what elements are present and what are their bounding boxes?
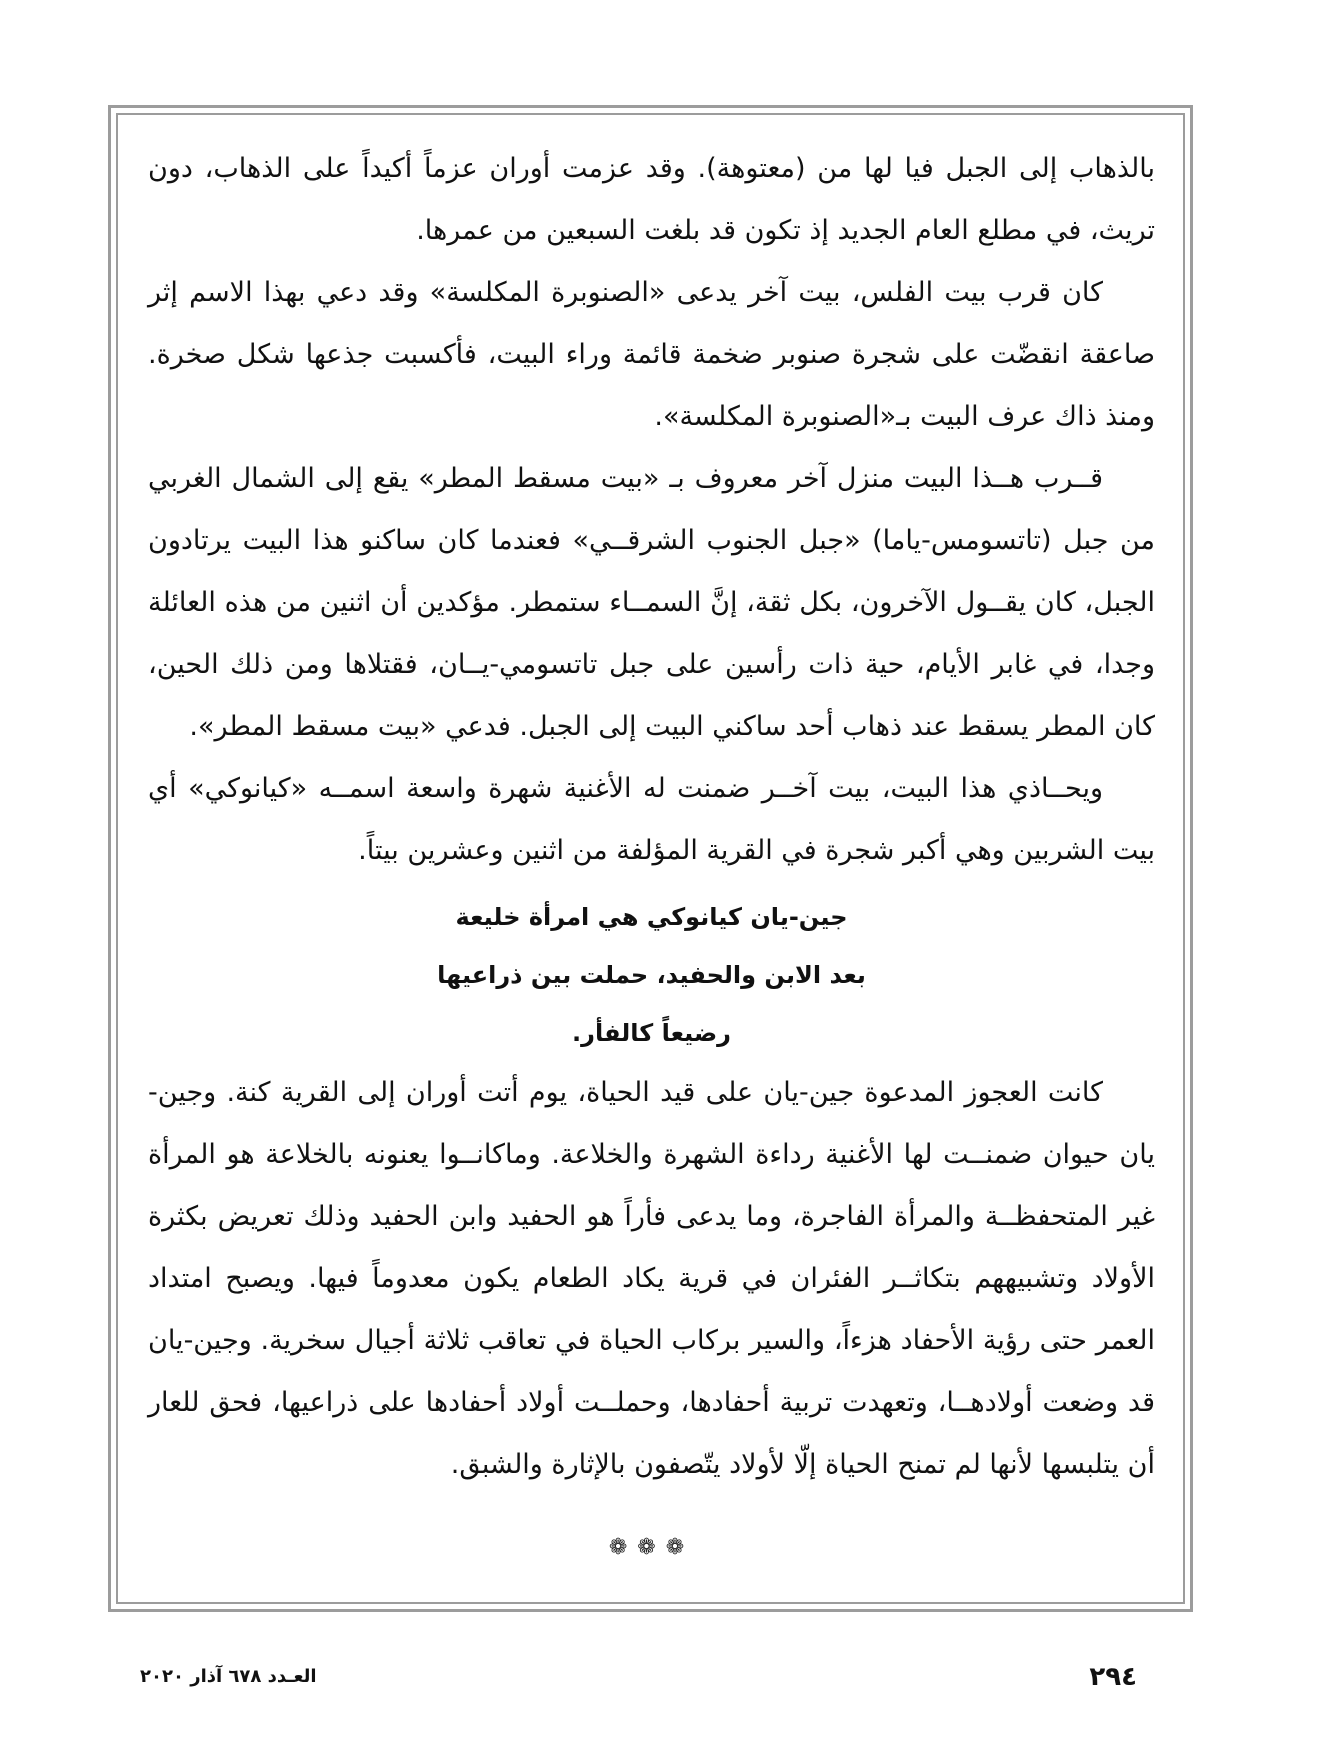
poem-line-1: جين-يان كيانوكي هي امرأة خليعة [455, 903, 848, 931]
article-body [148, 138, 1155, 1568]
paragraph-1: بالذهاب إلى الجبل فيا لها من (معتوهة). وقد عزمت أوران عزماً أكيداً على الذهاب، دون تريث، في مطلع العام الجديد إذ تكون قد بلغت السبعين من عمرها. [148, 153, 1155, 246]
paragraph-5: كانت العجوز المدعوة جين-يان على قيد الحياة، يوم أتت أوران إلى القرية كنة. وجين-يان حيوان ضمنــت لها الأغنية رداءة الشهرة والخلاعة. وماكانــوا يعنونه بالخلاعة هو المرأة غير المتحفظــة والمرأة الفاجرة، وما يدعى فأراً هو الحفيد وابن الحفيد وذلك تعريض بكثرة الأولاد وتشبيههم بتكاثــر الفئران في قرية يكاد الطعام يكون معدوماً فيها. ويصبح امتداد العمر حتى رؤية الأحفاد هزءاً، والسير بركاب الحياة في تعاقب ثلاثة أجيال سخرية. وجين-يان قد وضعت أولادهــا، وتعهدت تربية أحفادها، وحملــت أولاد أحفادها على ذراعيها، فحق للعار أن يتلبسها لأنها لم تمنح الحياة إلّا لأولاد يتّصفون بالإثارة والشبق. [148, 1077, 1155, 1480]
paragraph-4: ويحــاذي هذا البيت، بيت آخــر ضمنت له الأغنية شهرة واسعة اسمــه «كيانوكي» أي بيت الشربين وهي أكبر شجرة في القرية المؤلفة من اثنين وعشرين بيتاً. [148, 773, 1155, 866]
page-number: ٢٩٤ [1089, 1662, 1137, 1692]
paragraph-3: قــرب هــذا البيت منزل آخر معروف بـ «بيت مسقط المطر» يقع إلى الشمال الغربي من جبل (تاتسومس-ياما) «جبل الجنوب الشرقــي» فعندما كان ساكنو هذا البيت يرتادون الجبل، كان يقــول الآخرون، بكل ثقة، إنَّ السمــاء ستمطر. مؤكدين أن اثنين من هذه العائلة وجدا، في غابر الأيام، حية ذات رأسين على جبل تاتسومي-يــان، فقتلاها ومن ذلك الحين، كان المطر يسقط عند ذهاب أحد ساكني البيت إلى الجبل. فدعي «بيت مسقط المطر». [148, 463, 1155, 742]
paragraph-2: كان قرب بيت الفلس، بيت آخر يدعى «الصنوبرة المكلسة» وقد دعي بهذا الاسم إثر صاعقة انقضّت على شجرة صنوبر ضخمة قائمة وراء البيت، فأكسبت جذعها شكل صخرة. ومنذ ذاك عرف البيت بـ«الصنوبرة المكلسة». [148, 277, 1155, 432]
poem-line-3: رضيعاً كالفأر. [572, 1019, 731, 1047]
poem-block [148, 888, 1155, 1062]
flower-ornament-icon: ❁❁❁ [608, 1535, 695, 1560]
poem-line-2: بعد الابن والحفيد، حملت بين ذراعيها [437, 961, 866, 989]
issue-label: العـدد ٦٧٨ آذار ٢٠٢٠ [140, 1666, 317, 1687]
page-footer [0, 1662, 1317, 1702]
